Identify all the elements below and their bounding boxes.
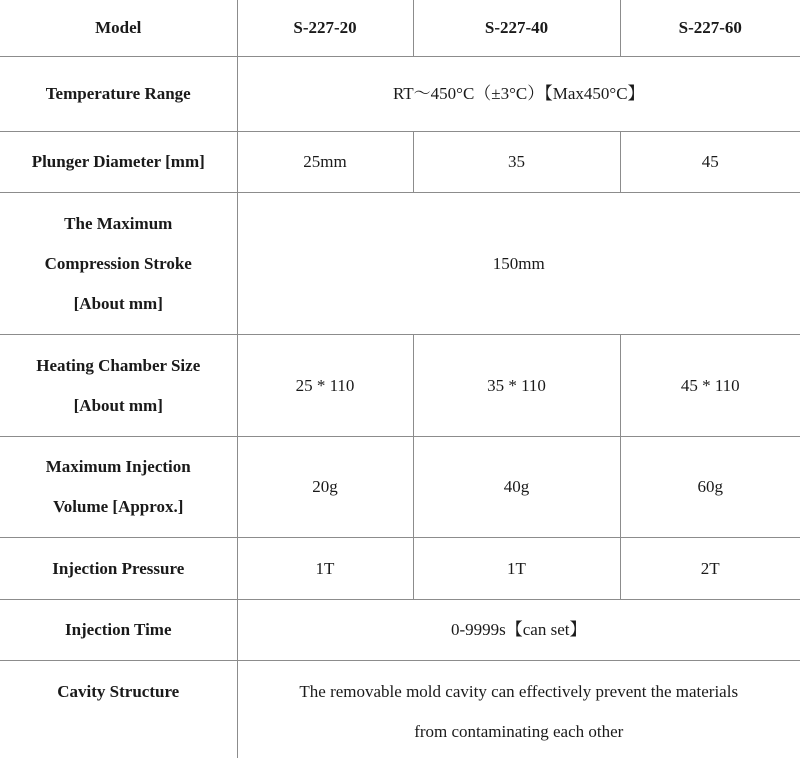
stroke-value-text: 150mm [492, 253, 545, 273]
cavity-value-line: The removable mold cavity can effectively prevent the materials [299, 682, 739, 701]
model-name-text: S-227-40 [484, 18, 549, 37]
cavity-label-text: Cavity Structure [57, 682, 180, 701]
chamber-row [0, 335, 800, 437]
chamber-value-text: 35 * 110 [487, 375, 546, 395]
plunger-value [620, 132, 800, 193]
temperature-value [237, 57, 800, 132]
plunger-value-text: 45 [701, 152, 719, 171]
plunger-value-text: 35 [508, 152, 525, 171]
volume-label-line: Maximum Injection [45, 457, 191, 476]
chamber-value [237, 335, 413, 437]
plunger-value [237, 132, 413, 193]
chamber-value [620, 335, 800, 437]
cavity-value-line: from contaminating each other [414, 722, 624, 741]
stroke-label-line: The Maximum [64, 213, 173, 233]
header-row [0, 0, 800, 57]
volume-value-text: 20g [312, 477, 338, 496]
time-value [237, 600, 800, 661]
pressure-value [620, 538, 800, 600]
model-label [0, 0, 237, 57]
volume-value [237, 437, 413, 538]
stroke-label [0, 193, 237, 335]
temperature-label-text: Temperature Range [45, 84, 191, 103]
cavity-value [237, 661, 800, 758]
model-name-text: S-227-60 [678, 18, 742, 37]
pressure-value [413, 538, 620, 600]
pressure-value-text: 2T [700, 558, 720, 578]
chamber-label-line: Heating Chamber Size [36, 355, 201, 375]
model-name-text: S-227-20 [293, 18, 357, 37]
stroke-value [237, 193, 800, 335]
pressure-label [0, 538, 237, 600]
model-name [237, 0, 413, 57]
volume-label-line: Volume [Approx.] [53, 497, 184, 516]
plunger-value [413, 132, 620, 193]
model-name [620, 0, 800, 57]
temperature-value-text: RT～450°C（±3°C）【Max450°C】 [392, 84, 645, 103]
temperature-row [0, 57, 800, 132]
chamber-value [413, 335, 620, 437]
chamber-label-line: [About mm] [73, 395, 163, 415]
volume-value-text: 40g [503, 477, 530, 496]
model-label-text: Model [95, 18, 142, 37]
pressure-value-text: 1T [507, 558, 526, 578]
chamber-label [0, 335, 237, 437]
volume-row [0, 437, 800, 538]
pressure-value [237, 538, 413, 600]
chamber-value-text: 45 * 110 [680, 375, 740, 395]
volume-value [620, 437, 800, 538]
volume-value-text: 60g [697, 477, 723, 496]
chamber-value-text: 25 * 110 [295, 375, 355, 395]
stroke-row [0, 193, 800, 335]
model-name [413, 0, 620, 57]
stroke-label-line: [About mm] [73, 293, 163, 313]
plunger-row [0, 132, 800, 193]
volume-value [413, 437, 620, 538]
volume-label [0, 437, 237, 538]
plunger-label [0, 132, 237, 193]
pressure-row [0, 538, 800, 600]
time-row [0, 600, 800, 661]
plunger-value-text: 25mm [303, 152, 347, 171]
plunger-label-text: Plunger Diameter [mm] [31, 152, 205, 171]
time-value-text: 0-9999s【can set】 [450, 620, 587, 639]
temperature-label [0, 57, 237, 132]
cavity-label [0, 661, 237, 758]
time-label-text: Injection Time [64, 620, 172, 639]
pressure-label-text: Injection Pressure [52, 558, 185, 578]
stroke-label-line: Compression Stroke [44, 253, 192, 273]
time-label [0, 600, 237, 661]
pressure-value-text: 1T [315, 558, 335, 578]
cavity-row [0, 661, 800, 758]
